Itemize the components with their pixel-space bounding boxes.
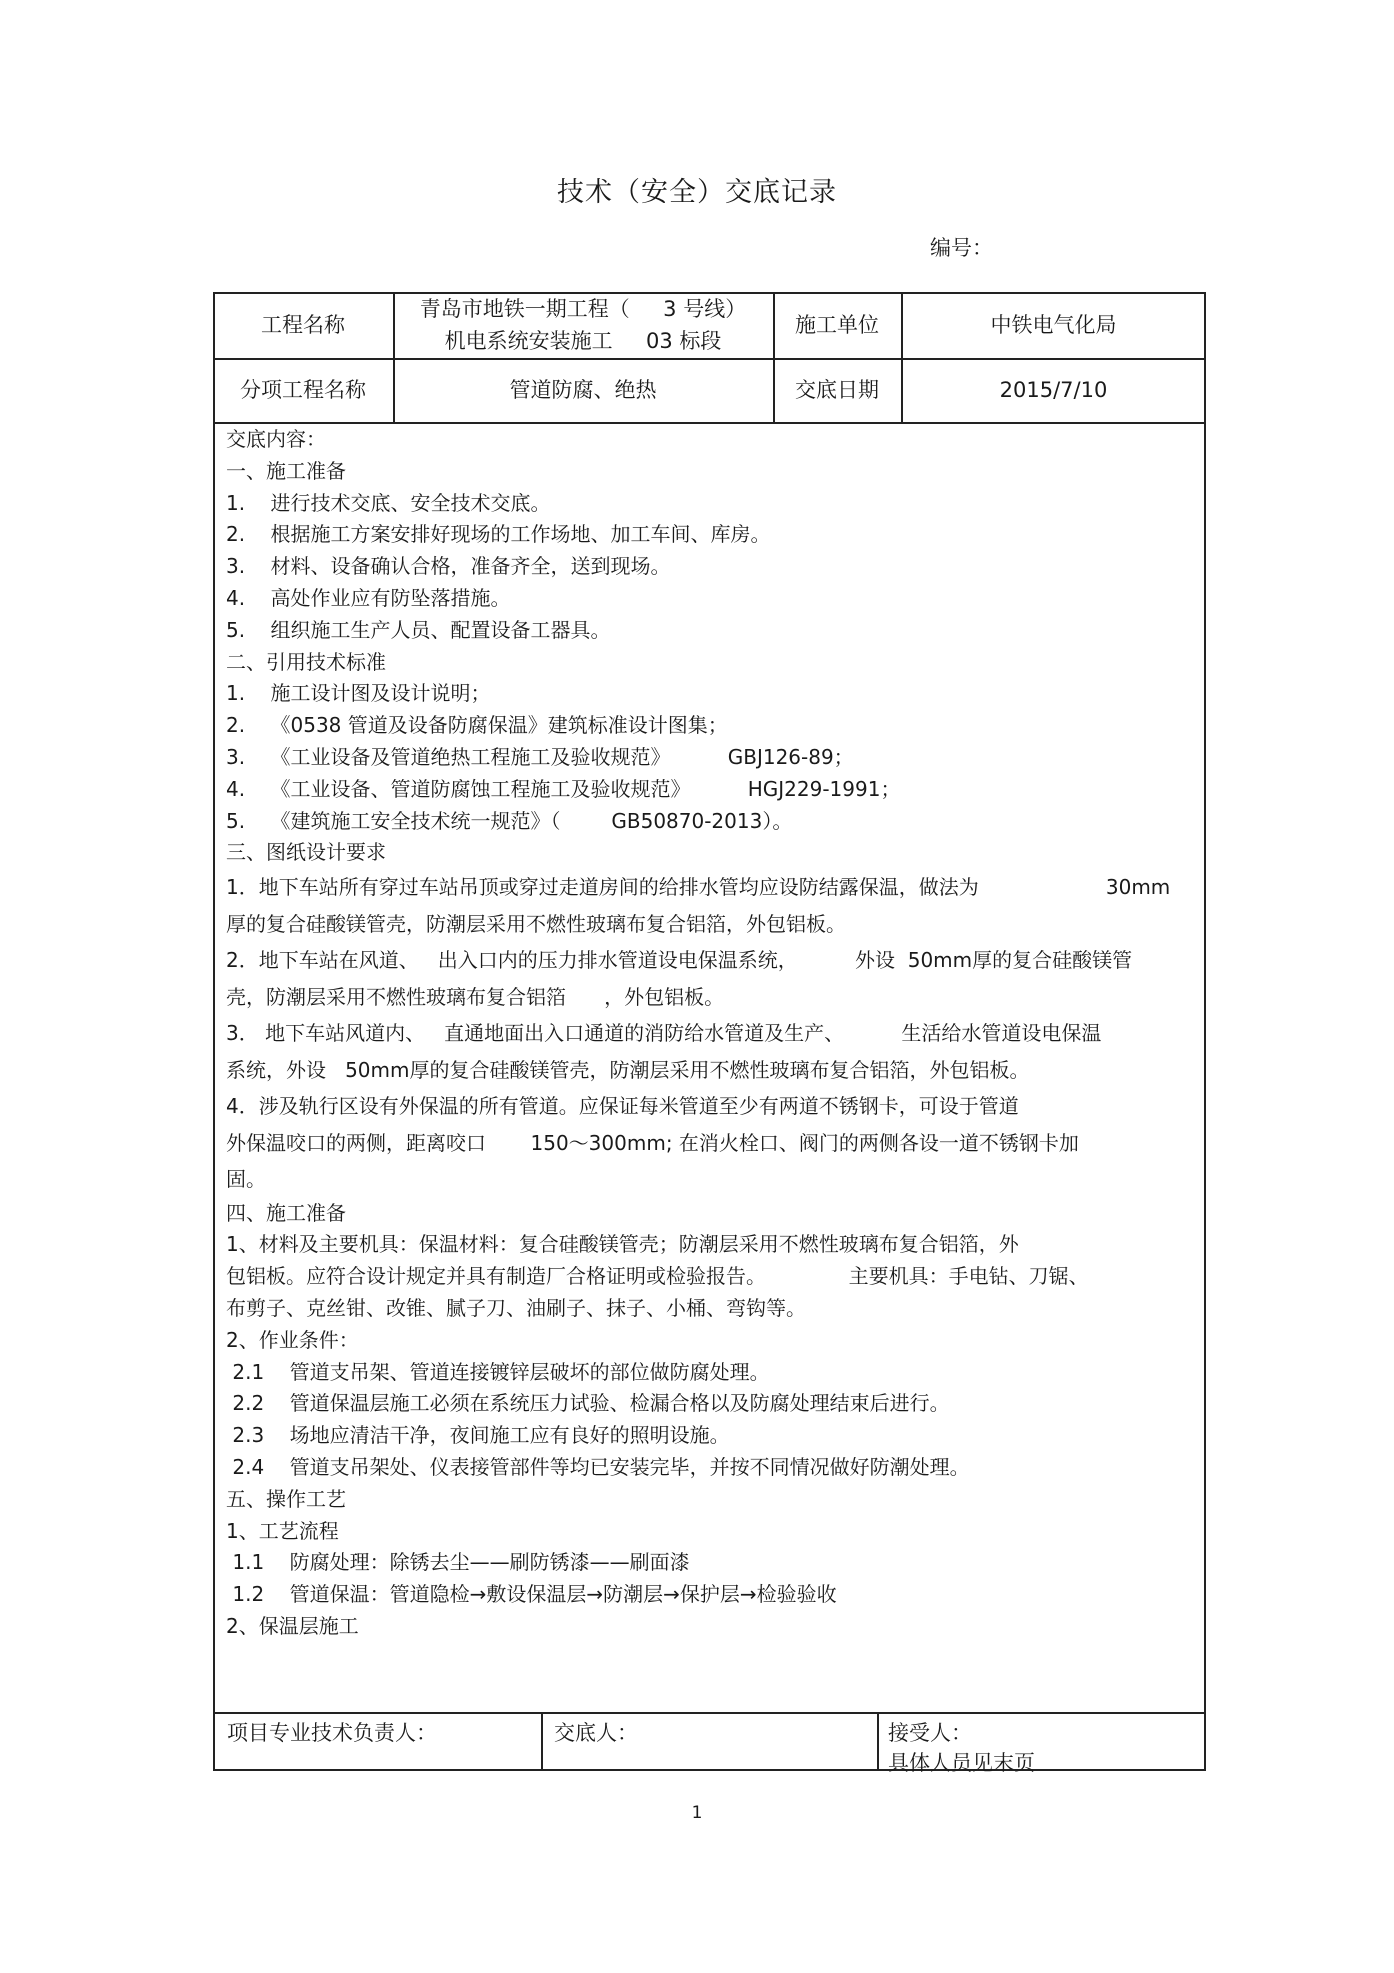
- content-line: 五、操作工艺: [226, 1486, 346, 1511]
- content-line: 2.1 管道支吊架、管道连接镀锌层破坏的部位做防腐处理。: [226, 1359, 770, 1384]
- content-line: 1.2 管道保温：管道隐检→敷设保温层→防潮层→保护层→检验验收: [226, 1582, 837, 1607]
- project-name-label-text: 工程名称: [261, 313, 345, 337]
- content-line: 3. 材料、设备确认合格，准备齐全，送到现场。: [226, 554, 671, 579]
- project-name-label: [213, 292, 393, 358]
- content-line: 3. 《工业设备及管道绝热工程施工及验收规范》 GBJ126-89；: [226, 744, 854, 769]
- construction-unit-label-text: 施工单位: [795, 313, 879, 337]
- serial-number-label: 编号：: [930, 236, 993, 260]
- briefing-date-label: [773, 358, 901, 422]
- briefing-date-label-text: 交底日期: [795, 378, 879, 402]
- content-line: 1、材料及主要机具：保温材料：复合硅酸镁管壳；防潮层采用不燃性玻璃布复合铝箔，外: [226, 1232, 1019, 1257]
- content-line: 3． 地下车站风道内、 直通地面出入口通道的消防给水管道及生产、 生活给水管道设电保温: [226, 1021, 1102, 1046]
- content-line: 2、保温层施工: [226, 1614, 359, 1639]
- briefing-content: [226, 424, 1206, 1643]
- content-line: 交底内容：: [226, 427, 326, 451]
- content-line: 2.3 场地应清洁干净，夜间施工应有良好的照明设施。: [226, 1423, 730, 1448]
- content-line: 三、图纸设计要求: [226, 840, 386, 865]
- content-line: 固。: [226, 1167, 266, 1192]
- receiver-signature-label: 接受人：: [888, 1721, 972, 1745]
- briefing-date-value: [901, 358, 1206, 422]
- content-line: 1. 施工设计图及设计说明；: [226, 681, 491, 706]
- subitem-name-label: [213, 358, 393, 422]
- content-line: 2. 根据施工方案安排好现场的工作场地、加工车间、库房。: [226, 522, 771, 547]
- project-name-line1: 青岛市地铁一期工程（ 3 号线）: [419, 297, 747, 321]
- content-line: 壳，防潮层采用不燃性玻璃布复合铝箔 ，外包铝板。: [226, 984, 725, 1009]
- content-line: 5. 组织施工生产人员、配置设备工器具。: [226, 617, 611, 642]
- content-line: 2.2 管道保温层施工必须在系统压力试验、检漏合格以及防腐处理结束后进行。: [226, 1391, 950, 1416]
- content-line: 4．涉及轨行区设有外保温的所有管道。应保证每米管道至少有两道不锈钢卡，可设于管道: [226, 1094, 1019, 1119]
- content-line: 1.1 防腐处理：除锈去尘——刷防锈漆——刷面漆: [226, 1550, 690, 1575]
- column-divider: [877, 1712, 879, 1771]
- column-divider: [541, 1712, 543, 1771]
- content-line: 1．地下车站所有穿过车站吊顶或穿过走道房间的给排水管均应设防结露保温，做法为 30mm: [226, 875, 1171, 900]
- content-line: 5. 《建筑施工安全技术统一规范》（ GB50870-2013）。: [226, 808, 793, 833]
- content-line: 布剪子、克丝钳、改锥、腻子刀、油刷子、抹子、小桶、弯钩等。: [226, 1296, 806, 1321]
- content-line: 2. 《0538 管道及设备防腐保温》建筑标准设计图集；: [226, 713, 728, 738]
- content-line: 系统，外设 50mm厚的复合硅酸镁管壳，防潮层采用不燃性玻璃布复合铝箔，外包铝板。: [226, 1057, 1030, 1082]
- content-line: 包铝板。应符合设计规定并具有制造厂合格证明或检验报告。 主要机具：手电钻、刀锯、: [226, 1264, 1089, 1289]
- content-line: 一、施工准备: [226, 458, 346, 483]
- construction-unit-value: [901, 292, 1206, 358]
- subitem-name-value: [393, 358, 773, 422]
- subitem-name-label-text: 分项工程名称: [240, 378, 366, 402]
- content-line: 外保温咬口的两侧，距离咬口 150～300mm; 在消火栓口、阀门的两侧各设一道不锈钢卡加: [226, 1130, 1079, 1155]
- construction-unit-value-text: 中铁电气化局: [990, 313, 1117, 337]
- content-line: 4. 高处作业应有防坠落措施。: [226, 585, 511, 610]
- receiver-note: 具体人员见末页: [888, 1751, 1035, 1775]
- presenter-signature-label: 交底人：: [554, 1721, 638, 1745]
- content-line: 1、工艺流程: [226, 1518, 339, 1543]
- content-line: 2．地下车站在风道、 出入口内的压力排水管道设电保温系统， 外设 50mm厚的复合硅酸镁管: [226, 948, 1133, 973]
- content-line: 2、作业条件：: [226, 1327, 359, 1352]
- document-title: 技术（安全）交底记录: [557, 177, 837, 208]
- briefing-date-value-text: 2015/7/10: [999, 378, 1108, 402]
- page-number: 1: [691, 1803, 703, 1823]
- subitem-name-value-text: 管道防腐、绝热: [509, 378, 657, 402]
- project-name-value: [393, 292, 773, 358]
- content-line: 厚的复合硅酸镁管壳，防潮层采用不燃性玻璃布复合铝箔，外包铝板。: [226, 911, 846, 936]
- construction-unit-label: [773, 292, 901, 358]
- row-divider: [213, 1712, 1206, 1714]
- tech-lead-signature-label: 项目专业技术负责人：: [227, 1721, 437, 1745]
- content-line: 二、引用技术标准: [226, 649, 386, 674]
- content-line: 4. 《工业设备、管道防腐蚀工程施工及验收规范》 HGJ229-1991；: [226, 776, 901, 801]
- content-line: 2.4 管道支吊架处、仪表接管部件等均已安装完毕，并按不同情况做好防潮处理。: [226, 1455, 970, 1480]
- content-line: 1. 进行技术交底、安全技术交底。: [226, 490, 551, 515]
- content-line: 四、施工准备: [226, 1200, 346, 1225]
- project-name-line2: 机电系统安装施工 03 标段: [444, 329, 722, 353]
